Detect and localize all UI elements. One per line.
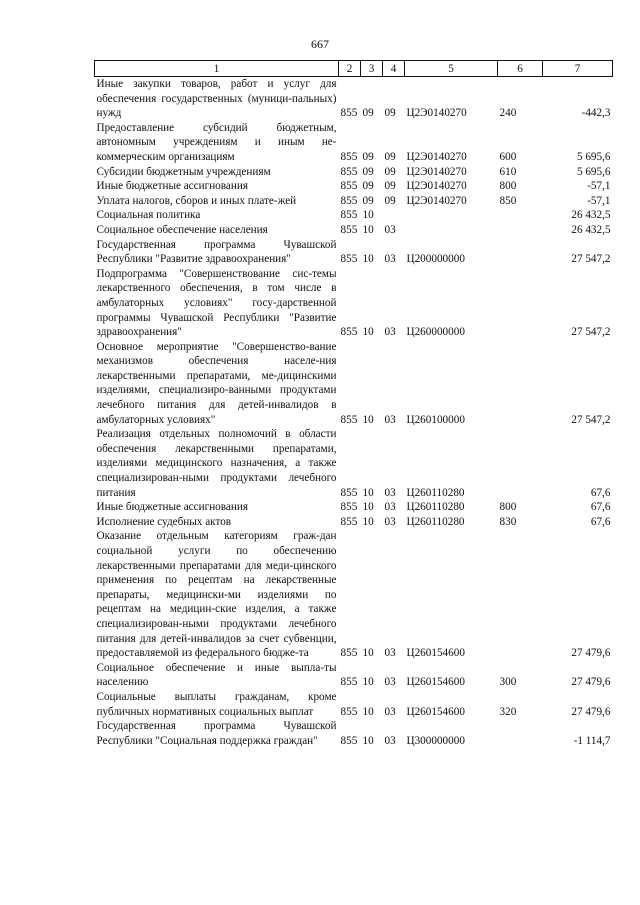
column-header: 4 — [383, 61, 405, 77]
row-csr: Ц260154600 — [406, 676, 465, 689]
row-csr: Ц260000000 — [406, 326, 465, 339]
row-gr: 855 — [340, 486, 358, 499]
row-rz: 09 — [362, 150, 374, 163]
row-pr: 03 — [384, 734, 396, 747]
row-sum: -57,1 — [587, 180, 611, 193]
row-rz: 10 — [362, 647, 374, 660]
row-rz: 09 — [362, 165, 374, 178]
row-rz: 10 — [362, 326, 374, 339]
row-gr: 855 — [340, 194, 358, 207]
row-name: Иные бюджетные ассигнования — [96, 180, 248, 193]
row-rz: 09 — [362, 194, 374, 207]
row-pr: 09 — [384, 194, 396, 207]
row-vr — [498, 529, 543, 660]
row-name: Основное мероприятие "Совершенство-вание механизмов обеспечения населе-ния лекарственными препаратами, ме-дицинскими изделиями, специализиро-ванными продуктами лечебного питания для детей-инвалидов в амбулаторных условиях" — [96, 340, 337, 426]
row-vr — [498, 208, 543, 223]
table-row — [95, 179, 613, 194]
row-rz: 10 — [362, 705, 374, 718]
row-pr: 09 — [384, 180, 396, 193]
row-rz: 10 — [362, 501, 374, 514]
header-row — [95, 61, 613, 77]
row-gr: 855 — [340, 705, 358, 718]
table-row — [95, 500, 613, 515]
row-name: Реализация отдельных полномочий в области обеспечения лекарственными препаратами, изделиями медицинского назначения, а также специализирован-ными продуктами лечебного питания — [96, 428, 337, 499]
column-header: 1 — [95, 61, 339, 77]
row-sum: 5 695,6 — [576, 165, 611, 178]
row-gr: 855 — [340, 150, 358, 163]
table-row — [95, 690, 613, 719]
table-row — [95, 208, 613, 223]
row-sum: 67,6 — [590, 515, 611, 528]
row-vr — [498, 719, 543, 748]
row-vr: 800 — [499, 501, 517, 514]
table-row — [95, 529, 613, 660]
row-sum: 27 479,6 — [571, 647, 611, 660]
row-name: Субсидии бюджетным учреждениям — [96, 165, 271, 178]
row-csr: Ц300000000 — [406, 734, 465, 747]
budget-table — [94, 60, 613, 748]
row-vr — [498, 267, 543, 340]
table-row — [95, 223, 613, 238]
table-row — [95, 661, 613, 690]
row-sum: 27 547,2 — [571, 413, 611, 426]
row-gr: 855 — [340, 676, 358, 689]
row-vr: 320 — [499, 705, 517, 718]
row-name: Социальные выплаты гражданам, кроме публичных нормативных социальных выплат — [96, 690, 337, 718]
row-sum: 27 479,6 — [571, 676, 611, 689]
row-vr — [498, 340, 543, 428]
table-row — [95, 238, 613, 267]
row-name: Социальная политика — [96, 209, 201, 222]
row-name: Социальное обеспечение и иные выпла-ты населению — [96, 661, 337, 689]
row-pr: 03 — [384, 413, 396, 426]
row-vr — [498, 427, 543, 500]
row-pr: 03 — [384, 705, 396, 718]
row-rz: 10 — [362, 253, 374, 266]
table-row — [95, 165, 613, 180]
row-name: Предоставление субсидий бюджетным, автономным учреждениям и иным не-коммерческим организациям — [96, 121, 337, 163]
row-gr: 855 — [340, 734, 358, 747]
row-pr: 09 — [384, 107, 396, 120]
row-csr: Ц2Э0140270 — [406, 180, 467, 193]
row-pr: 03 — [384, 326, 396, 339]
row-pr: 03 — [384, 647, 396, 660]
row-vr: 300 — [499, 676, 517, 689]
row-rz: 09 — [362, 107, 374, 120]
row-csr: Ц2Э0140270 — [406, 165, 467, 178]
row-gr: 855 — [340, 515, 358, 528]
row-pr: 03 — [384, 223, 396, 236]
row-vr: 830 — [499, 515, 517, 528]
row-vr: 600 — [499, 150, 517, 163]
row-csr: Ц260110280 — [406, 501, 465, 514]
row-vr: 610 — [499, 165, 517, 178]
table-row — [95, 340, 613, 428]
row-pr: 03 — [384, 676, 396, 689]
row-sum: 27 547,2 — [571, 253, 611, 266]
table-row — [95, 719, 613, 748]
row-sum: 27 479,6 — [571, 705, 611, 718]
row-csr: Ц260110280 — [406, 515, 465, 528]
column-header: 7 — [543, 61, 613, 77]
row-gr: 855 — [340, 647, 358, 660]
row-sum: 26 432,5 — [571, 209, 611, 222]
table-row — [95, 194, 613, 209]
row-name: Государственная программа Чувашской Республики "Развитие здравоохранения" — [96, 238, 337, 266]
row-vr: 850 — [499, 194, 517, 207]
row-rz: 10 — [362, 413, 374, 426]
row-csr: Ц260110280 — [406, 486, 465, 499]
row-csr: Ц260100000 — [406, 413, 465, 426]
table-row — [95, 77, 613, 121]
table-row — [95, 121, 613, 165]
table-row — [95, 515, 613, 530]
row-name: Оказание отдельным категориям граж-дан социальной услуги по обеспечению лекарственными препаратами для меди-цинского применения по рецептам на лекарственные препараты, медицински-ми изделиями по рецептам на медицин-ские изделия, а также специализирован-ными продуктами лечебного питания для детей-инвалидов за счет субвенции, предоставляемой из федерального бюдже-та — [96, 530, 337, 660]
row-rz: 10 — [362, 734, 374, 747]
row-pr: 09 — [384, 150, 396, 163]
row-gr: 855 — [340, 209, 358, 222]
row-pr: 03 — [384, 253, 396, 266]
page-number: 667 — [311, 37, 329, 51]
row-rz: 10 — [362, 515, 374, 528]
row-gr: 855 — [340, 165, 358, 178]
row-name: Уплата налогов, сборов и иных плате-жей — [96, 194, 297, 207]
row-name: Иные бюджетные ассигнования — [96, 501, 248, 514]
row-sum: 5 695,6 — [576, 150, 611, 163]
row-gr: 855 — [340, 223, 358, 236]
row-pr: 03 — [384, 486, 396, 499]
row-vr: 800 — [499, 180, 517, 193]
row-pr: 09 — [384, 165, 396, 178]
row-csr: Ц2Э0140270 — [406, 194, 467, 207]
row-sum: -57,1 — [587, 194, 611, 207]
row-csr — [405, 208, 498, 223]
table-row — [95, 427, 613, 500]
row-name: Подпрограмма "Совершенствование сис-темы лекарственного обеспечения, в том числе в амбулаторных условиях" госу-дарственной программы Чувашской Республики "Развитие здравоохранения" — [96, 267, 337, 339]
row-gr: 855 — [340, 326, 358, 339]
row-csr: Ц2Э0140270 — [406, 107, 467, 120]
row-pr — [383, 208, 405, 223]
row-csr — [405, 223, 498, 238]
row-rz: 09 — [362, 180, 374, 193]
row-pr: 03 — [384, 515, 396, 528]
row-sum: -442,3 — [581, 107, 611, 120]
row-name: Исполнение судебных актов — [96, 515, 232, 528]
row-sum: 26 432,5 — [571, 223, 611, 236]
column-header: 2 — [339, 61, 361, 77]
column-header: 6 — [498, 61, 543, 77]
column-header: 3 — [361, 61, 383, 77]
row-name: Иные закупки товаров, работ и услуг для обеспечения государственных (муници-пальных) нужд — [96, 78, 337, 120]
row-csr: Ц260154600 — [406, 705, 465, 718]
row-vr — [498, 238, 543, 267]
row-sum: 67,6 — [590, 501, 611, 514]
row-sum: 67,6 — [590, 486, 611, 499]
row-csr: Ц2Э0140270 — [406, 150, 467, 163]
row-gr: 855 — [340, 253, 358, 266]
row-rz: 10 — [362, 223, 374, 236]
row-name: Государственная программа Чувашской Республики "Социальная поддержка граждан" — [96, 720, 337, 747]
row-sum: 27 547,2 — [571, 326, 611, 339]
row-gr: 855 — [340, 501, 358, 514]
row-rz: 10 — [362, 209, 374, 222]
row-gr: 855 — [340, 413, 358, 426]
row-gr: 855 — [340, 180, 358, 193]
row-vr — [498, 223, 543, 238]
row-pr: 03 — [384, 501, 396, 514]
row-rz: 10 — [362, 486, 374, 499]
row-name: Социальное обеспечение населения — [96, 223, 268, 236]
column-header: 5 — [405, 61, 498, 77]
row-csr: Ц200000000 — [406, 253, 465, 266]
table-row — [95, 267, 613, 340]
row-vr: 240 — [499, 107, 517, 120]
row-csr: Ц260154600 — [406, 647, 465, 660]
row-sum: -1 114,7 — [573, 734, 611, 747]
row-rz: 10 — [362, 676, 374, 689]
row-gr: 855 — [340, 107, 358, 120]
